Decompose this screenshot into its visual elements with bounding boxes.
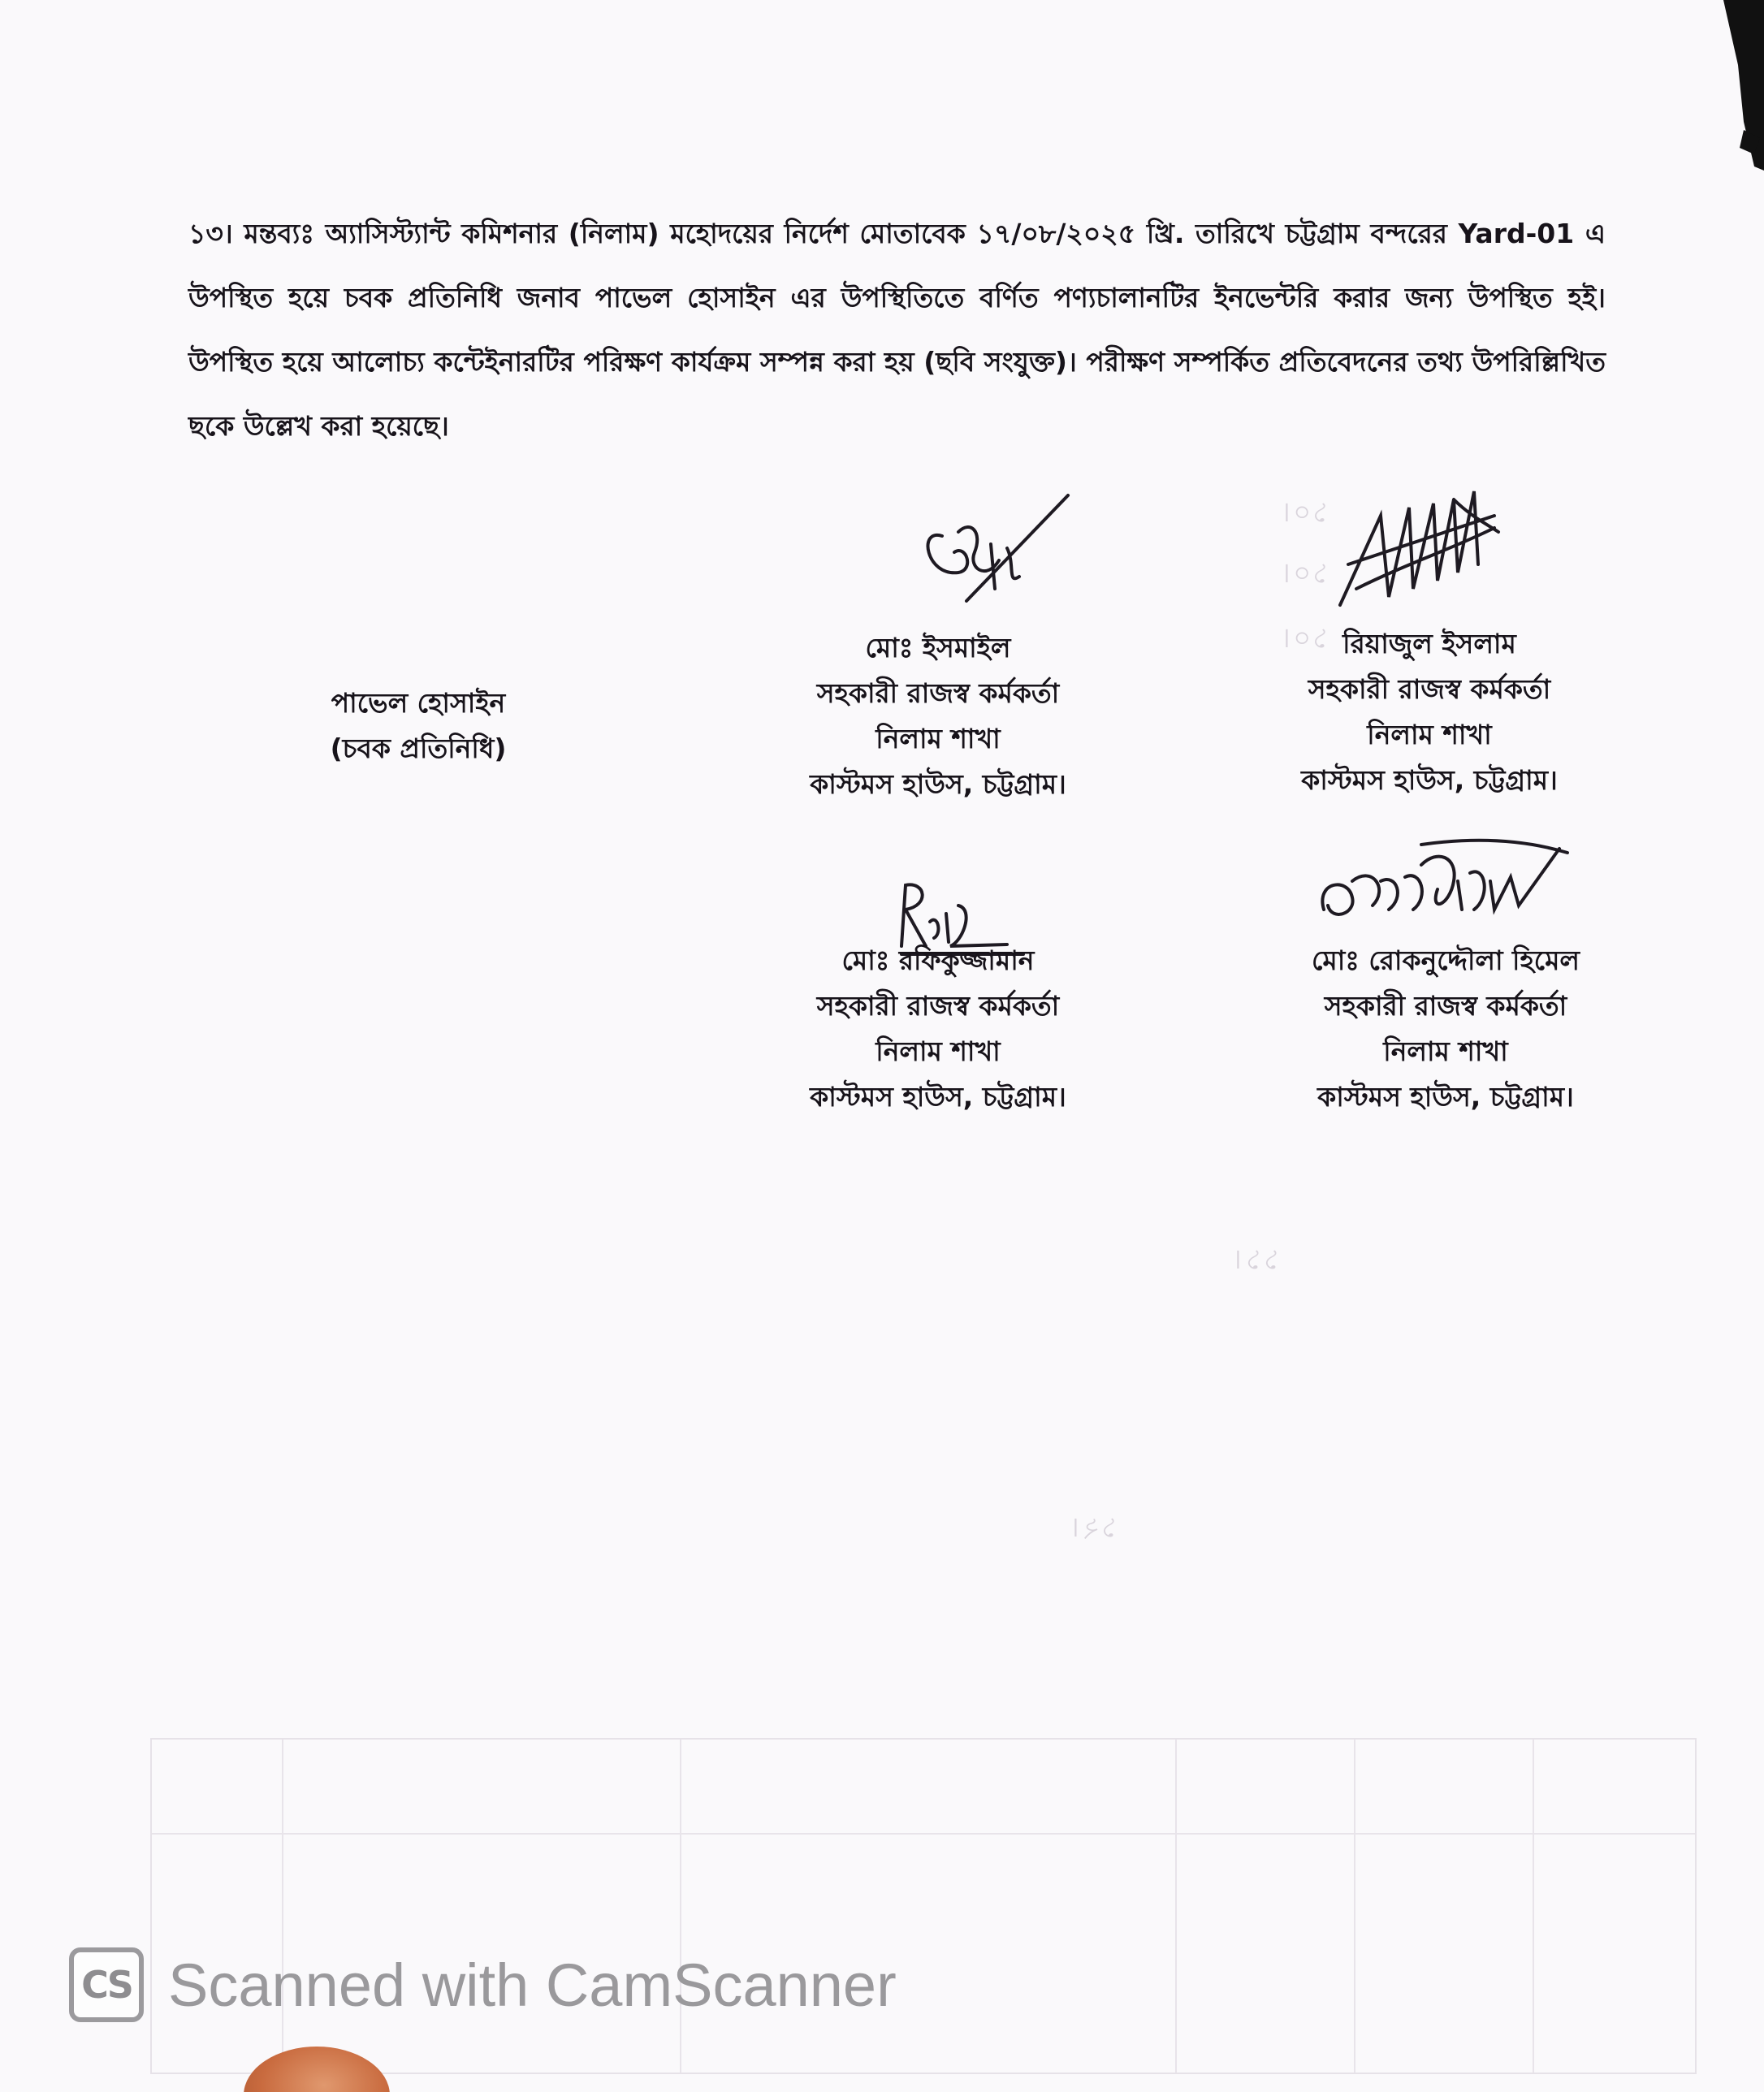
signatory-office: কাস্টমস হাউস, চট্টগ্রাম।: [1317, 1081, 1574, 1113]
signatory-ismail: [751, 625, 1125, 807]
signatory-rafiquzzaman: [751, 938, 1125, 1120]
signatory-title: সহকারী রাজস্ব কর্মকর্তা: [816, 677, 1060, 709]
signatory-office: কাস্টমস হাউস, চট্টগ্রাম।: [810, 1081, 1066, 1113]
bleed-through-text: ১০।: [1283, 496, 1329, 529]
bleed-through-text: ১০।: [1283, 622, 1329, 655]
signatory-section: নিলাম শাখা: [1367, 719, 1492, 750]
camscanner-logo-icon: CS: [69, 1947, 144, 2022]
finger-in-frame: [244, 2047, 390, 2092]
signatory-riazul: [1243, 621, 1616, 803]
signature-rokonuddoula: [1316, 832, 1576, 938]
camscanner-watermark: [69, 1947, 897, 2022]
signatory-role: (চবক প্রতিনিধি): [330, 733, 507, 764]
signatory-rokonuddoula: [1243, 938, 1649, 1120]
signatory-title: সহকারী রাজস্ব কর্মকর্তা: [1308, 673, 1551, 705]
signatory-section: নিলাম শাখা: [1383, 1035, 1508, 1067]
signatory-name: রিয়াজুল ইসলাম: [1342, 628, 1516, 659]
signatory-title: সহকারী রাজস্ব কর্মকর্তা: [816, 990, 1060, 1022]
scan-edge-mark: [1658, 0, 1764, 171]
bleed-through-table: [150, 1738, 1697, 2074]
signatory-name: মোঃ রফিকুজ্জামান: [841, 944, 1035, 976]
bleed-through-text: ১০।: [1283, 557, 1329, 590]
signatory-title: সহকারী রাজস্ব কর্মকর্তা: [1324, 990, 1567, 1022]
remarks-paragraph: ১৩। মন্তব্যঃ অ্যাসিস্ট্যান্ট কমিশনার (নিলাম) মহোদয়ের নির্দেশ মোতাবেক ১৭/০৮/২০২৫ খ্রি. তারিখে চট্টগ্রাম বন্দরের Yard-01 এ উপস্থিত হয়ে চবক প্রতিনিধি জনাব পাভেল হোসাইন এর উপস্থিতিতে বর্ণিত পণ্যচালানটির ইনভেন্টরি করার জন্য উপস্থিত হই। উপস্থিত হয়ে আলোচ্য কন্টেইনারটির পরিক্ষণ কার্যক্রম সম্পন্ন করা হয় (ছবি সংযুক্ত)। পরীক্ষণ সম্পর্কিত প্রতিবেদনের তথ্য উপরিল্লিখিত ছকে উল্লেখ করা হয়েছে।: [188, 218, 1606, 442]
signatory-cpa-representative: [276, 681, 560, 772]
signatory-name: পাভেল হোসাইন: [331, 687, 506, 719]
signature-riazul: [1332, 467, 1502, 621]
signature-ismail: [910, 487, 1072, 609]
camscanner-text: Scanned with CamScanner: [168, 1951, 897, 2019]
signatory-section: নিলাম শাখা: [876, 1035, 1001, 1067]
signatory-section: নিলাম শাখা: [876, 723, 1001, 754]
bleed-through-text: ১১।: [1234, 1243, 1281, 1276]
signatory-office: কাস্টমস হাউস, চট্টগ্রাম।: [1301, 764, 1558, 796]
signatory-name: মোঃ ইসমাইল: [865, 632, 1011, 663]
signatory-office: কাস্টমস হাউস, চট্টগ্রাম।: [810, 768, 1066, 800]
signatory-name: মোঃ রোকনুদ্দৌলা হিমেল: [1312, 944, 1580, 976]
bleed-through-text: ১২।: [1072, 1511, 1118, 1544]
